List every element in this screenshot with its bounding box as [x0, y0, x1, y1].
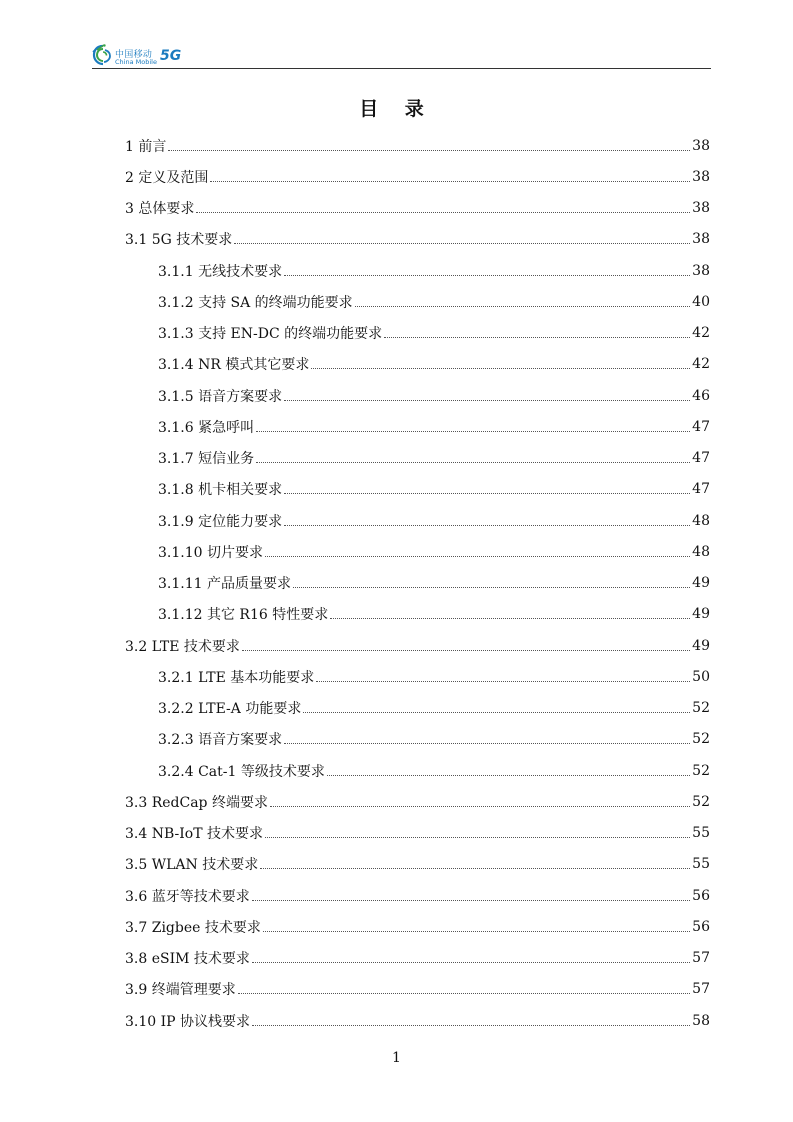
toc-entry-label: 3.1.3 支持 EN-DC 的终端功能要求	[158, 326, 383, 343]
toc-dot-leader	[196, 211, 690, 213]
toc-entry[interactable]	[125, 411, 710, 442]
china-mobile-logo	[92, 44, 192, 68]
toc-entry[interactable]	[125, 130, 710, 161]
toc-dot-leader	[238, 992, 690, 994]
toc-dot-leader	[303, 711, 690, 713]
toc-entry-page: 52	[692, 700, 710, 717]
toc-entry-page: 40	[692, 293, 710, 310]
toc-entry[interactable]	[125, 818, 710, 849]
toc-entry-page: 49	[692, 606, 710, 623]
toc-entry-page: 47	[692, 450, 710, 467]
toc-entry[interactable]	[125, 224, 710, 255]
toc-entry[interactable]	[125, 443, 710, 474]
toc-dot-leader	[284, 524, 690, 526]
toc-entry-page: 47	[692, 418, 710, 435]
toc-entry[interactable]	[125, 474, 710, 505]
toc-entry-page: 52	[692, 793, 710, 810]
toc-entry-label: 3.3 RedCap 终端要求	[125, 794, 268, 811]
toc-entry[interactable]	[125, 318, 710, 349]
toc-entry-label: 3.1.7 短信业务	[158, 451, 255, 468]
toc-entry[interactable]	[125, 974, 710, 1005]
toc-entry-label: 3.1.2 支持 SA 的终端功能要求	[158, 294, 353, 311]
toc-entry-label: 3.5 WLAN 技术要求	[125, 857, 259, 874]
header-rule	[92, 68, 711, 69]
toc-dot-leader	[252, 961, 690, 963]
toc-dot-leader	[384, 336, 690, 338]
toc-dot-leader	[284, 742, 690, 744]
logo-cn-text: 中国移动	[115, 50, 153, 60]
toc-dot-leader	[311, 367, 690, 369]
toc-entry[interactable]	[125, 661, 710, 692]
toc-entry-page: 38	[692, 168, 710, 185]
toc-entry[interactable]	[125, 568, 710, 599]
toc-dot-leader	[252, 1024, 690, 1026]
toc-dot-leader	[256, 430, 690, 432]
toc-entry-label: 3.4 NB-IoT 技术要求	[125, 826, 263, 843]
toc-entry-label: 3.9 终端管理要求	[125, 982, 236, 999]
toc-dot-leader	[284, 274, 690, 276]
toc-dot-leader	[242, 649, 690, 651]
toc-entry-page: 49	[692, 575, 710, 592]
toc-entry-label: 3.1.6 紧急呼叫	[158, 419, 255, 436]
toc-dot-leader	[265, 836, 690, 838]
toc-entry-page: 56	[692, 918, 710, 935]
toc-entry-page: 47	[692, 481, 710, 498]
toc-entry-label: 3.8 eSIM 技术要求	[125, 951, 250, 968]
page-header	[92, 40, 711, 68]
toc-entry-page: 38	[692, 231, 710, 248]
toc-dot-leader	[168, 149, 690, 151]
toc-entry-page: 55	[692, 825, 710, 842]
toc-entry-label: 3.6 蓝牙等技术要求	[125, 888, 250, 905]
toc-dot-leader	[316, 680, 690, 682]
toc-entry[interactable]	[125, 943, 710, 974]
toc-entry[interactable]	[125, 693, 710, 724]
toc-entry[interactable]	[125, 880, 710, 911]
toc-entry[interactable]	[125, 1005, 710, 1036]
toc-entry[interactable]	[125, 161, 710, 192]
toc-entry-label: 3.7 Zigbee 技术要求	[125, 919, 261, 936]
table-of-contents	[125, 130, 710, 1036]
page-number: 1	[392, 1050, 401, 1066]
toc-entry-label: 3.1.4 NR 模式其它要求	[158, 357, 310, 374]
toc-dot-leader	[252, 899, 690, 901]
toc-entry-label: 3.1.8 机卡相关要求	[158, 482, 283, 499]
toc-entry-page: 48	[692, 543, 710, 560]
toc-entry-page: 52	[692, 762, 710, 779]
toc-entry[interactable]	[125, 786, 710, 817]
toc-entry-page: 48	[692, 512, 710, 529]
toc-entry-label: 3.1.1 无线技术要求	[158, 263, 283, 280]
toc-entry-page: 38	[692, 262, 710, 279]
toc-entry-label: 3.1.10 切片要求	[158, 544, 263, 561]
toc-entry[interactable]	[125, 630, 710, 661]
toc-entry-page: 38	[692, 137, 710, 154]
toc-entry-label: 3.1 5G 技术要求	[125, 232, 233, 249]
toc-entry-label: 3.1.11 产品质量要求	[158, 576, 291, 593]
toc-entry-page: 57	[692, 981, 710, 998]
toc-entry-page: 49	[692, 637, 710, 654]
logo-en-text: China Mobile	[115, 58, 157, 66]
toc-entry-page: 42	[692, 356, 710, 373]
toc-entry-label: 3 总体要求	[125, 201, 195, 218]
toc-dot-leader	[263, 930, 690, 932]
toc-entry-label: 3.1.12 其它 R16 特性要求	[158, 607, 329, 624]
toc-dot-leader	[355, 305, 690, 307]
toc-entry-page: 58	[692, 1012, 710, 1029]
toc-entry-label: 3.10 IP 协议栈要求	[125, 1013, 251, 1030]
toc-entry[interactable]	[125, 536, 710, 567]
toc-entry-label: 1 前言	[125, 138, 167, 155]
toc-dot-leader	[234, 242, 690, 244]
5g-signal-icon	[92, 44, 106, 54]
toc-dot-leader	[265, 555, 690, 557]
toc-entry-label: 3.2.3 语音方案要求	[158, 732, 283, 749]
toc-entry[interactable]	[125, 349, 710, 380]
toc-entry[interactable]	[125, 193, 710, 224]
toc-entry[interactable]	[125, 911, 710, 942]
toc-entry-label: 3.1.9 定位能力要求	[158, 513, 283, 530]
toc-entry[interactable]	[125, 724, 710, 755]
toc-entry-page: 52	[692, 731, 710, 748]
toc-dot-leader	[284, 492, 690, 494]
toc-entry-page: 57	[692, 950, 710, 967]
toc-entry[interactable]	[125, 599, 710, 630]
toc-entry-label: 2 定义及范围	[125, 169, 209, 186]
toc-entry-label: 3.2 LTE 技术要求	[125, 638, 240, 655]
toc-title: 目 录	[359, 98, 434, 120]
toc-entry[interactable]	[125, 255, 710, 286]
toc-dot-leader	[260, 867, 690, 869]
toc-entry-label: 3.2.1 LTE 基本功能要求	[158, 669, 315, 686]
toc-entry[interactable]	[125, 755, 710, 786]
toc-entry-label: 3.1.5 语音方案要求	[158, 388, 283, 405]
toc-entry-page: 42	[692, 325, 710, 342]
toc-dot-leader	[293, 586, 690, 588]
toc-entry-page: 38	[692, 200, 710, 217]
toc-dot-leader	[270, 805, 690, 807]
toc-entry[interactable]	[125, 505, 710, 536]
toc-entry[interactable]	[125, 849, 710, 880]
toc-entry-page: 46	[692, 387, 710, 404]
toc-entry-label: 3.2.4 Cat-1 等级技术要求	[158, 763, 325, 780]
toc-entry-page: 56	[692, 887, 710, 904]
toc-entry-page: 55	[692, 856, 710, 873]
toc-dot-leader	[330, 617, 690, 619]
toc-entry[interactable]	[125, 286, 710, 317]
toc-entry-page: 50	[692, 668, 710, 685]
toc-dot-leader	[327, 774, 690, 776]
toc-dot-leader	[256, 461, 690, 463]
toc-dot-leader	[210, 180, 690, 182]
logo-5g-text: 5G	[160, 48, 182, 64]
toc-entry-label: 3.2.2 LTE-A 功能要求	[158, 701, 302, 718]
toc-entry[interactable]	[125, 380, 710, 411]
toc-dot-leader	[284, 399, 690, 401]
